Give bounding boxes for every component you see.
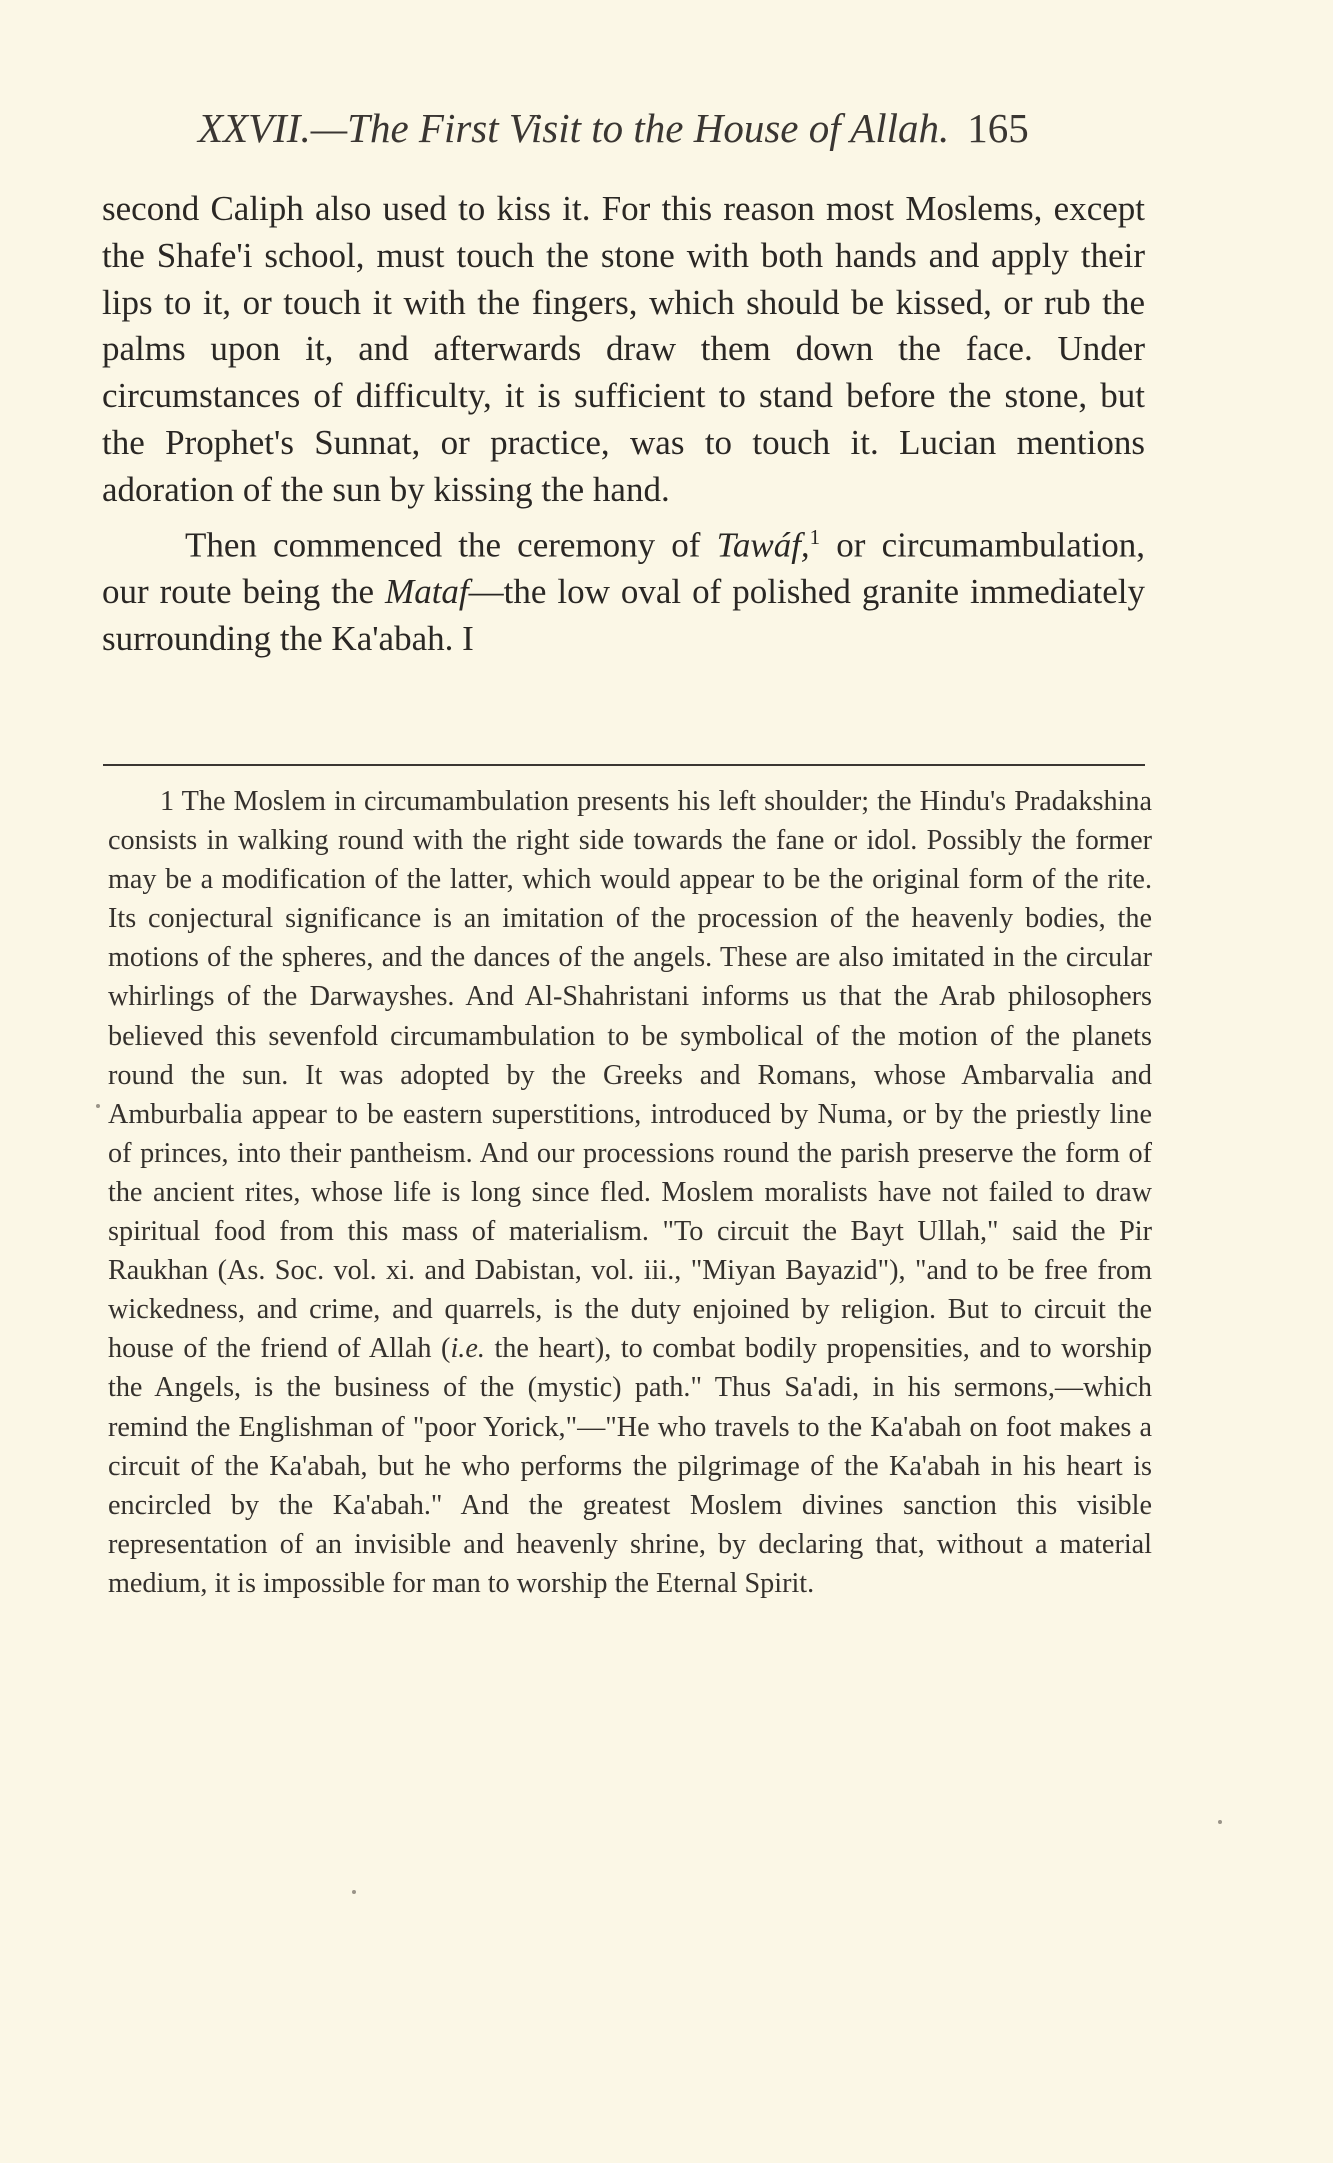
chapter-title: XXVII.—The First Visit to the House of Allah. [198, 105, 950, 151]
paragraph-lead: Then commenced the ceremony of [185, 525, 717, 565]
running-head [198, 104, 1138, 152]
main-text [102, 186, 1145, 663]
page-number: 165 [967, 105, 1029, 151]
paper-speck [96, 1104, 100, 1108]
footnote-text: The Moslem in circumambulation presents his left shoulder; the Hindu's Pradakshina consists in walking round with the right side towards the fane or idol. Possibly the former may be a modification of the latter, which would appear to be the original form of the rite. Its conjectural significance is an imitation of the procession of the heavenly bodies, the motions of the spheres, and the dances of the angels. These are also imitated in the circular whirlings of the Darwayshes. And Al-Shahristani informs us that the Arab philosophers believed this sevenfold circumambulation to be symbolical of the motion of the planets round the sun. It was adopted by the Greeks and Romans, whose Ambarvalia and Amburbalia appear to be eastern superstitions, introduced by Numa, or by the priestly line of princes, into their pantheism. And our processions round the parish preserve the form of the ancient rites, whose life is long since fled. Moslem moralists have not failed to draw spiritual food from this mass of materialism. "To circuit the Bayt Ullah," said the Pir Raukhan (As. Soc. vol. xi. and Dabistan, vol. iii., "Miyan Bayazid"), "and to be free from wickedness, and crime, and quarrels, is the duty enjoined by religion. But to circuit the house of the friend of Allah ( [108, 786, 1152, 1365]
term-tawaf: Tawáf, [716, 525, 810, 565]
footnote-divider [103, 764, 1145, 766]
footnote [108, 782, 1152, 1603]
footnote-abbreviation: i.e. [450, 1333, 485, 1365]
body-paragraph: second Caliph also used to kiss it. For this reason most Moslems, except the Shafe'i school, must touch the stone with both hands and apply their lips to it, or touch it with the fingers, which should be kissed, or rub the palms upon it, and afterwards draw them down the face. Under circumstances of difficulty, it is sufficient to stand before the stone, but the Prophet's Sunnat, or practice, was to touch it. Lucian mentions adoration of the sun by kissing the hand. [102, 189, 1145, 509]
body-paragraph [102, 514, 1145, 663]
footnote-text-continued: the heart), to combat bodily propensities, and to worship the Angels, is the business of the (mystic) path." Thus Sa'adi, in his sermons,—which remind the Englishman of "poor Yorick,"—"He who travels to the Ka'abah on foot makes a circuit of the Ka'abah, but he who performs the pilgrimage of the Ka'abah in his heart is encircled by the Ka'abah." And the greatest Moslem divines sanction this visible representation of an invisible and heavenly shrine, by declaring that, without a material medium, it is impossible for man to worship the Eternal Spirit. [108, 1333, 1152, 1599]
paragraph-tail: —the low oval of polished granite immediately surrounding the Ka'abah. I [102, 572, 1145, 658]
paper-speck [1218, 1820, 1222, 1824]
footnote-reference[interactable]: 1 [809, 524, 821, 549]
term-mataf: Mataf [385, 572, 469, 612]
paragraph-middle: or circumambulation, our route being the [102, 525, 1145, 612]
paper-speck [352, 1890, 356, 1894]
footnote-number: 1 [160, 786, 175, 817]
